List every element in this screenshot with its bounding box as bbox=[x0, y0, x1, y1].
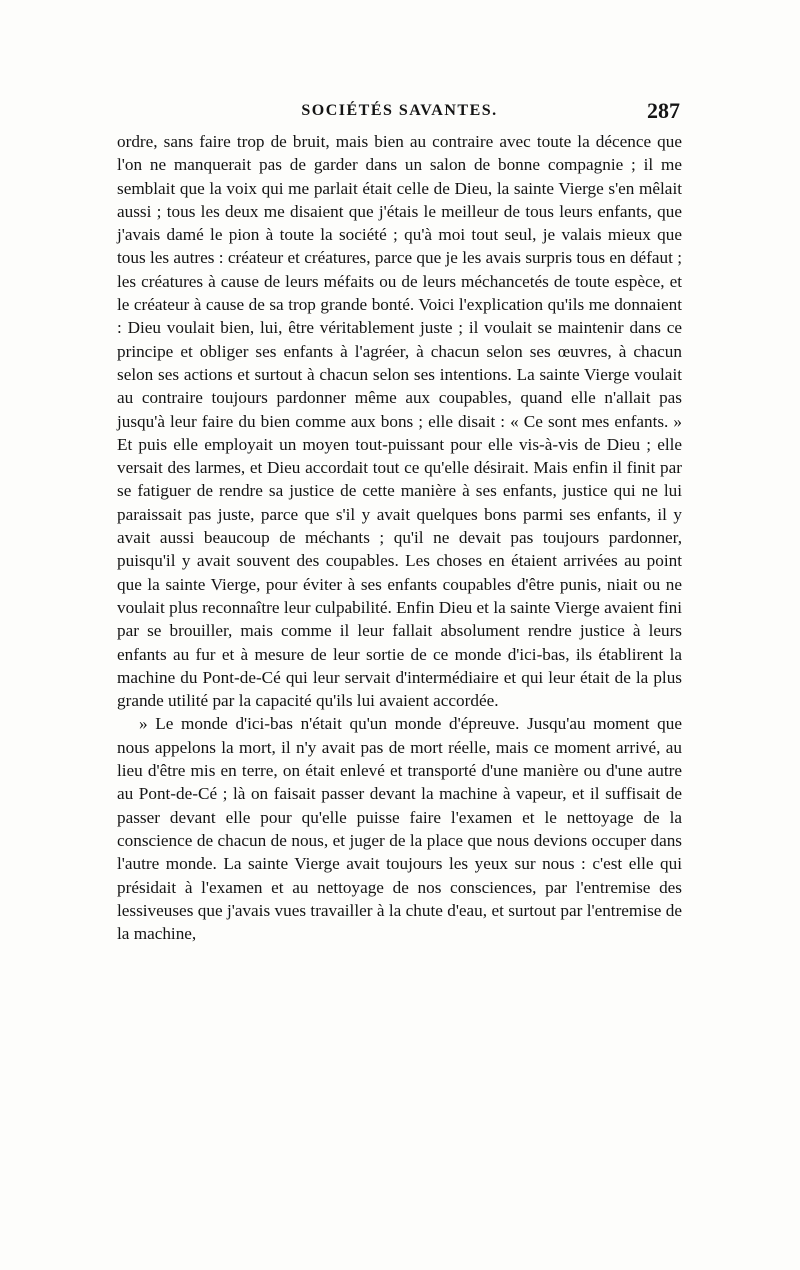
running-title: SOCIÉTÉS SAVANTES. bbox=[301, 102, 498, 119]
page-number: 287 bbox=[647, 98, 680, 123]
running-head bbox=[117, 100, 682, 128]
body-text bbox=[117, 130, 682, 945]
paragraph: » Le monde d'ici-bas n'était qu'un monde d'épreuve. Jusqu'au moment que nous appelons la mort, il n'y avait pas de mort réelle, mais ce moment arrivé, au lieu d'être mis en terre, on était enlevé et transporté d'une manière ou d'une autre au Pont-de-Cé ; là on faisait passer devant la machine à vapeur, et il suffisait de passer devant elle pour qu'elle puisse faire l'examen et le nettoyage de la conscience de chacun de nous, et juger de la place que nous devions occuper dans l'autre monde. La sainte Vierge avait toujours les yeux sur nous : c'est elle qui présidait à l'examen et au nettoyage de nos consciences, par l'entremise des lessiveuses que j'avais vues travailler à la chute d'eau, et surtout par l'entremise de la machine, bbox=[117, 714, 682, 944]
book-page bbox=[117, 100, 682, 945]
paragraph-continuation: ordre, sans faire trop de bruit, mais bien au contraire avec toute la décence que l'on ne manquerait pas de garder dans un salon de bonne compagnie ; il me semblait que la voix qui me parlait était celle de Dieu, la sainte Vierge s'en mêlait aussi ; tous les deux me disaient que j'étais le meilleur de tous leurs enfants, que j'avais damé le pion à toute la société ; qu'à moi tout seul, je valais mieux que tous les autres : créateur et créatures, parce que je les avais surpris tous en défaut ; les créatures à cause de leurs méfaits ou de leurs méchancetés de toute espèce, et le créateur à cause de sa trop grande bonté. Voici l'explication qu'ils me donnaient : Dieu voulait bien, lui, être véritablement juste ; il voulait se maintenir dans ce principe et obliger ses enfants à l'agréer, à chacun selon ses œuvres, à chacun selon ses actions et surtout à chacun selon ses intentions. La sainte Vierge voulait au contraire toujours pardonner même aux coupables, quand elle n'allait pas jusqu'à leur faire du bien comme aux bons ; elle disait : « Ce sont mes enfants. » Et puis elle employait un moyen tout-puissant pour elle vis-à-vis de Dieu ; elle versait des larmes, et Dieu accordait tout ce qu'elle désirait. Mais enfin il finit par se fatiguer de rendre sa justice de cette manière à ses enfants, justice qui ne lui paraissait pas juste, parce que s'il y avait quelques bons parmi ses enfants, il y avait aussi beaucoup de méchants ; qu'il ne devait pas toujours pardonner, puisqu'il y avait souvent des coupables. Les choses en étaient arrivées au point que la sainte Vierge, pour éviter à ses enfants coupables d'être punis, niait ou ne voulait plus reconnaître leur culpabilité. Enfin Dieu et la sainte Vierge avaient fini par se brouiller, mais comme il leur fallait absolument rendre justice à leurs enfants au fur et à mesure de leur sortie de ce monde d'ici-bas, ils établirent la machine du Pont-de-Cé qui leur servait d'intermédiaire et qui leur était de la plus grande utilité par la capacité qu'ils lui avaient accordée. bbox=[117, 132, 682, 711]
